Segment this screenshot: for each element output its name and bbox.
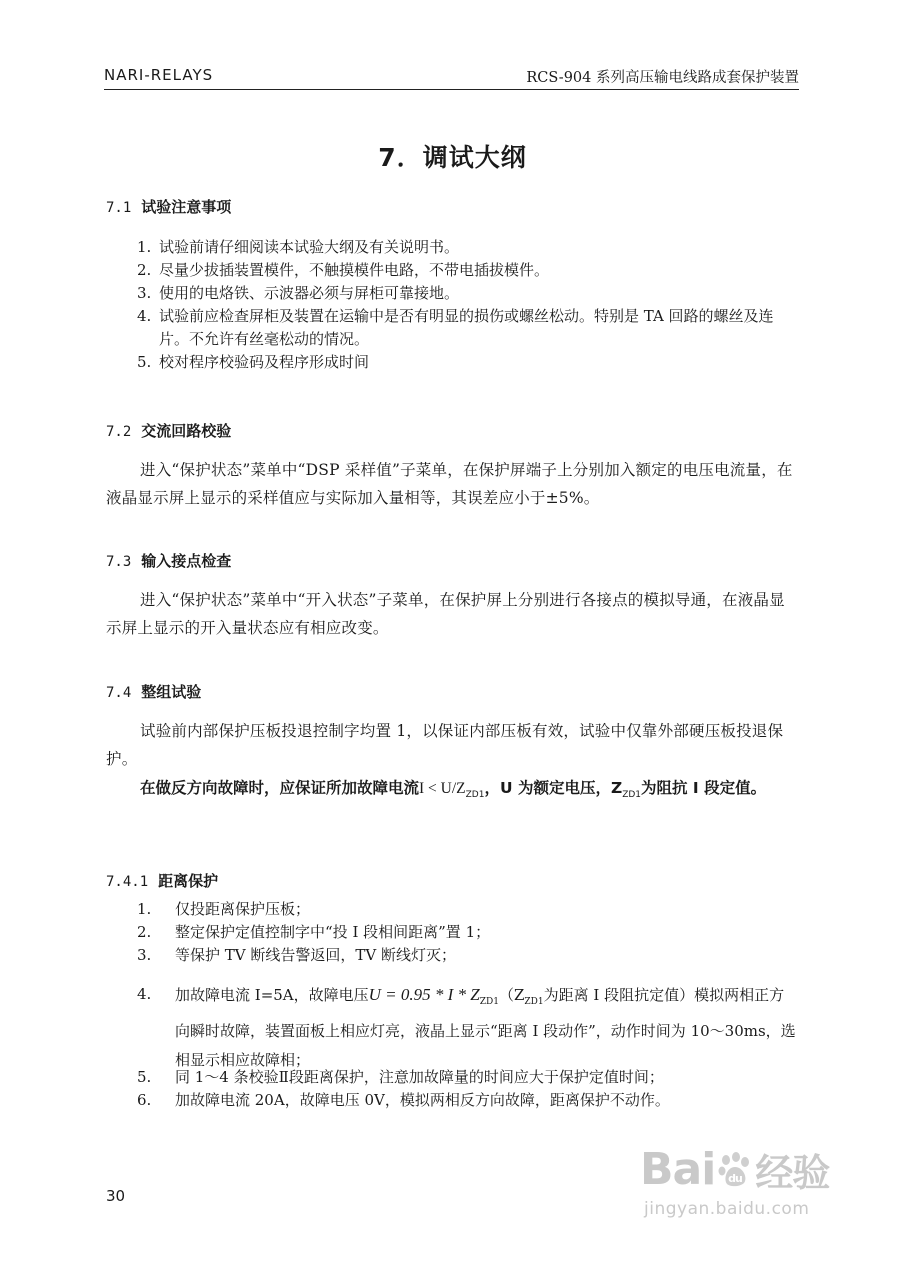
list-item: 3. 等保护 TV 断线告警返回，TV 断线灯灭； [137,946,456,964]
section-7-4-1-heading: 7.4.1 距离保护 [106,872,219,890]
section-7-2-paragraph: 进入“保护状态”菜单中“DSP 采样值”子菜单，在保护屏端子上分别加入额定的电压电流量，在液晶显示屏上显示的采样值应与实际加入量相等，其误差应小于±5%。 [106,461,793,507]
baidu-paw-icon [717,1151,753,1189]
header-divider [104,89,799,90]
page-number: 30 [106,1187,126,1205]
list-item-4: 4. 加故障电流 I=5A，故障电压$U = 0.95 * I * Z_{ZD1}(Z_{ZD1}$为距离 I 段阻抗定值）模拟两相正方向瞬时故障，装置面板上相应灯亮，液晶上显示“距离 I 段动作”，动作时间为 10～30ms，选相显示相应故障相； [137,985,796,1069]
section-7-3-paragraph: 进入“保护状态”菜单中“开入状态”子菜单，在保护屏上分别进行各接点的模拟导通，在液晶显示屏上显示的开入量状态应有相应改变。 [106,591,785,637]
section-7-4-heading: 7.4 整组试验 [106,683,202,701]
chapter-title: 7．调试大纲 [378,143,527,172]
list-item: 3. 使用的电烙铁、示波器必须与屏柜可靠接地。 [137,284,460,302]
reverse-fault-note: 在做反方向故障时，应保证所加故障电流$I < U/Z_{ZD1}$，U 为额定电压，$Z_{ZD1}$为阻抗 I 段定值。 [140,779,767,801]
section-7-1-heading: 7.1 试验注意事项 [106,198,232,216]
section-7-4-paragraph: 试验前内部保护压板投退控制字均置 1，以保证内部压板有效，试验中仅靠外部硬压板投退保护。 [106,722,784,768]
watermark: Bai du 经验 jingyan.baidu.com [640,1144,830,1219]
section-7-3-heading: 7.3 输入接点检查 [106,552,232,570]
list-item: 2. 尽量少拔插装置模件，不触摸模件电路，不带电插拔模件。 [137,261,550,279]
list-item: 2. 整定保护定值控制字中“投 I 段相间距离”置 1； [137,923,491,941]
section-7-4-1-list [137,898,799,967]
list-item: 5. 同 1～4 条校验Ⅱ段距离保护，注意加故障量的时间应大于保护定值时间； [137,1068,664,1086]
section-7-4-1-list-continued [137,1066,799,1112]
voltage-formula: U = 0.95 * I * Z [368,985,480,1004]
section-7-1-list [137,236,799,374]
list-item: 5. 校对程序校验码及程序形成时间 [137,353,370,371]
header-product: RCS-904 系列高压输电线路成套保护装置 [526,70,799,86]
header-company: NARI-RELAYS [104,66,214,84]
list-item: 4. 试验前应检查屏柜及装置在运输中是否有明显的损伤或螺丝松动。特别是 TA 回路的螺丝及连片。不允许有丝毫松动的情况。 [137,307,774,348]
list-item: 6. 加故障电流 20A，故障电压 0V，模拟两相反方向故障，距离保护不动作。 [137,1091,670,1109]
section-7-2-heading: 7.2 交流回路校验 [106,422,232,440]
svg-text:du: du [728,1171,743,1185]
list-item: 1. 试验前请仔细阅读本试验大纲及有关说明书。 [137,238,460,256]
list-item: 1. 仅投距离保护压板； [137,900,311,918]
